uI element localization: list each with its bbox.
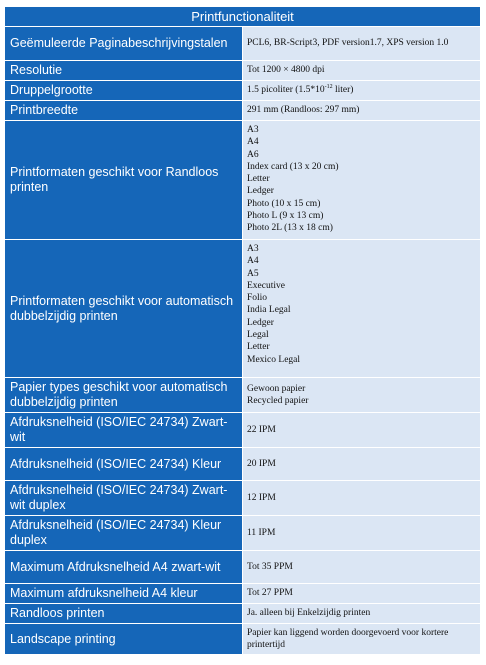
- row-value-list: [243, 121, 481, 240]
- row-label: Afdruksnelheid (ISO/IEC 24734) Kleur: [5, 448, 243, 481]
- row-label: Printformaten geschikt voor automatisch dubbelzijdig printen: [5, 240, 243, 378]
- row-label: Afdruksnelheid (ISO/IEC 24734) Zwart-wit: [5, 413, 243, 448]
- list-item: A6: [247, 149, 259, 160]
- row-label: Maximum Afdruksnelheid A4 zwart-wit: [5, 551, 243, 584]
- list-item: A5: [247, 268, 259, 279]
- table-row: [5, 61, 481, 81]
- row-value: 11 IPM: [243, 516, 481, 551]
- row-label: Papier types geschikt voor automatisch dubbelzijdig printen: [5, 378, 243, 413]
- list-item: Letter: [247, 342, 270, 353]
- table-row: [5, 27, 481, 61]
- list-item: Photo L (9 x 13 cm): [247, 211, 324, 222]
- row-label: Druppelgrootte: [5, 81, 243, 101]
- list-item: Letter: [247, 174, 270, 185]
- table-row: [5, 551, 481, 584]
- list-item: Photo (10 x 15 cm): [247, 198, 321, 209]
- list-item: A4: [247, 137, 259, 148]
- table-row: [5, 101, 481, 121]
- table-title-row: [5, 7, 481, 27]
- row-label: Printbreedte: [5, 101, 243, 121]
- droplet-exponent: -12: [324, 84, 333, 91]
- table-row: [5, 81, 481, 101]
- row-label: Maximum afdruksnelheid A4 kleur: [5, 584, 243, 604]
- row-value: 20 IPM: [243, 448, 481, 481]
- spec-table: [4, 6, 481, 655]
- table-row: [5, 584, 481, 604]
- table-row: [5, 604, 481, 624]
- list-item: India Legal: [247, 305, 291, 316]
- table-row: [5, 516, 481, 551]
- list-item: Legal: [247, 330, 269, 341]
- row-value-list: [243, 378, 481, 413]
- row-label: Printformaten geschikt voor Randloos printen: [5, 121, 243, 240]
- list-item: A4: [247, 256, 259, 267]
- row-value: Papier kan liggend worden doorgevoerd voor kortere printertijd: [243, 624, 481, 655]
- row-label: Geëmuleerde Paginabeschrijvingstalen: [5, 27, 243, 61]
- row-value: 12 IPM: [243, 481, 481, 516]
- list-item: Ledger: [247, 317, 274, 328]
- row-value: Tot 1200 × 4800 dpi: [243, 61, 481, 81]
- row-value: [243, 81, 481, 101]
- row-label: Resolutie: [5, 61, 243, 81]
- table-row: [5, 624, 481, 655]
- list-item: A3: [247, 244, 259, 254]
- list-item: Folio: [247, 293, 268, 304]
- row-value: Tot 35 PPM: [243, 551, 481, 584]
- list-item: Executive: [247, 280, 285, 291]
- table-row: [5, 121, 481, 240]
- table-row: [5, 378, 481, 413]
- row-value: 291 mm (Randloos: 297 mm): [243, 101, 481, 121]
- list-item: Index card (13 x 20 cm): [247, 161, 339, 172]
- table-row: [5, 448, 481, 481]
- table-row: [5, 481, 481, 516]
- row-value: Ja. alleen bij Enkelzijdig printen: [243, 604, 481, 624]
- row-value: 22 IPM: [243, 413, 481, 448]
- droplet-unit-text: liter): [332, 85, 354, 96]
- list-item: Photo 2L (13 x 18 cm): [247, 223, 333, 234]
- table-row: [5, 240, 481, 378]
- list-item: Gewoon papier: [247, 383, 306, 394]
- row-value: PCL6, BR-Script3, PDF version1.7, XPS version 1.0: [243, 27, 481, 61]
- row-label: Randloos printen: [5, 604, 243, 624]
- list-item: Recycled papier: [247, 396, 309, 406]
- row-value: Tot 27 PPM: [243, 584, 481, 604]
- row-label: Afdruksnelheid (ISO/IEC 24734) Kleur duplex: [5, 516, 243, 551]
- droplet-value-text: 1.5 picoliter (1.5*10: [247, 85, 325, 96]
- list-item: A3: [247, 125, 259, 135]
- list-item: Mexico Legal: [247, 354, 301, 365]
- table-title: Printfunctionaliteit: [5, 7, 481, 27]
- table-row: [5, 413, 481, 448]
- list-item: Ledger: [247, 186, 274, 197]
- row-label: Afdruksnelheid (ISO/IEC 24734) Zwart-wit duplex: [5, 481, 243, 516]
- row-label: Landscape printing: [5, 624, 243, 655]
- row-value-list: [243, 240, 481, 378]
